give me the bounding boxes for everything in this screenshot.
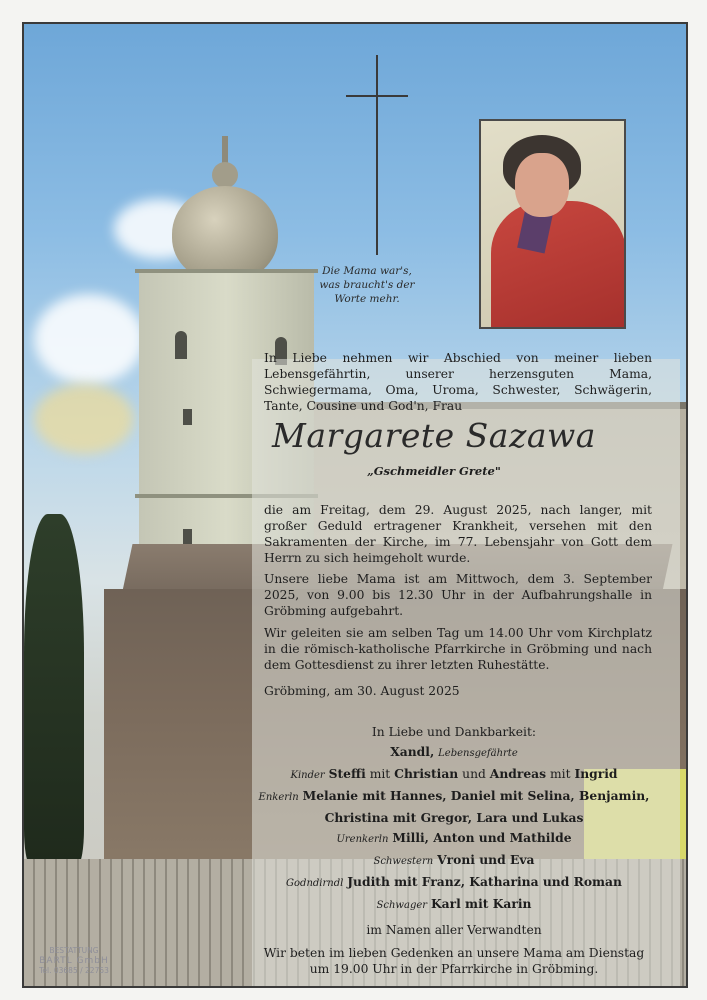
quote-line: Worte mehr. — [334, 293, 400, 305]
tower-window — [175, 331, 187, 359]
tower-window — [183, 409, 192, 425]
mourner-row — [244, 828, 664, 850]
grandchildren-cont: Christina mit Gregor, Lara und Lukas — [324, 810, 584, 825]
tower-ledge — [135, 269, 318, 273]
enkerln-label: Enkerln — [258, 792, 299, 803]
obituary-frame — [22, 22, 688, 988]
mourners-heading: In Liebe und Dankbarkeit: — [371, 725, 537, 739]
quote — [302, 264, 432, 306]
funeral-notice: Wir geleiten sie am selben Tag um 14.00 Uhr vom Kirchplatz in die römisch-katholische Pfarrkirche in Gröbming und nach dem Gottesdienst zu ihrer letzten Ruhestätte. — [264, 626, 652, 672]
cloud — [34, 384, 134, 454]
intro-text: In Liebe nehmen wir Abschied von meiner lieben Lebensgefährtin, unserer herzensguten Mama, Schwiegermama, Oma, Uroma, Schwester, Schwägerin, Tante, Cousine und God'n, Frau — [264, 351, 652, 413]
connector: mit — [369, 767, 391, 781]
cross-icon — [376, 55, 378, 255]
mourner-row — [244, 786, 664, 808]
mourner-row — [244, 742, 664, 764]
death-notice: die am Freitag, dem 29. August 2025, nach langer, mit großer Geduld ertragener Krankheit, versehen mit den Sakramenten der Kirche, im 77. Lebensjahr von Gott dem Herrn zu sich heimgeholt wurde. — [264, 503, 652, 565]
viewing-notice: Unsere liebe Mama ist am Mittwoch, dem 3. September 2025, von 9.00 bis 12.30 Uhr in der Aufbahrungshalle in Gröbming aufgebahrt. — [264, 572, 652, 618]
child-name: Christian — [394, 766, 459, 781]
child-name: Ingrid — [574, 766, 618, 781]
funeral-home-logo — [24, 946, 124, 976]
nickname: „Gschmeidler Grete" — [367, 464, 501, 478]
quote-line: was braucht's der — [319, 279, 415, 291]
onion-dome — [172, 186, 278, 282]
logo-name: BARTL GmbH — [39, 956, 109, 966]
urenkerln-label: Urenkerln — [336, 834, 389, 845]
mourner-row — [244, 894, 664, 916]
face — [515, 153, 569, 217]
portrait-photo — [479, 119, 626, 329]
place-date: Gröbming, am 30. August 2025 — [264, 684, 460, 698]
schwager-label: Schwager — [376, 900, 428, 911]
deceased-name: Margarete Sazawa — [272, 416, 596, 455]
mourners-list — [244, 722, 664, 940]
logo-line: BESTATTUNG — [49, 946, 99, 955]
church-spire-knob — [212, 162, 238, 188]
prayer-line: um 19.00 Uhr in der Pfarrkirche in Gröbming. — [309, 962, 599, 976]
kinder-label: Kinder — [290, 770, 325, 781]
godchildren: Judith mit Franz, Katharina und Roman — [347, 874, 622, 889]
prayer-notice — [244, 945, 664, 977]
red-coat — [491, 201, 626, 329]
tree — [24, 514, 84, 864]
cross-icon-bar — [346, 95, 408, 97]
partner-name: Xandl, — [390, 744, 435, 759]
brother-in-law: Karl mit Karin — [430, 896, 532, 911]
quote-line: Die Mama war's, — [322, 265, 412, 277]
child-name: Steffi — [328, 766, 366, 781]
connector: und — [462, 767, 486, 781]
partner-relation: Lebensgefährte — [438, 748, 518, 759]
child-name: Andreas — [489, 766, 547, 781]
schwestern-label: Schwestern — [373, 856, 434, 867]
cloud — [34, 294, 144, 384]
mourner-row — [244, 764, 664, 786]
grandchildren: Melanie mit Hannes, Daniel mit Selina, Benjamin, — [302, 788, 650, 803]
sisters: Vroni und Eva — [437, 852, 535, 867]
relatives-line: im Namen aller Verwandten — [366, 923, 542, 937]
connector: mit — [550, 767, 571, 781]
logo-phone: Tel. 03685 / 22753 — [39, 966, 109, 975]
prayer-line: Wir beten im lieben Gedenken an unsere Mama am Dienstag — [263, 946, 645, 960]
great-grandchildren: Milli, Anton und Mathilde — [392, 830, 572, 845]
mourner-row — [244, 850, 664, 872]
mourner-row — [244, 872, 664, 894]
godn-label: Godndirndl — [286, 878, 344, 889]
